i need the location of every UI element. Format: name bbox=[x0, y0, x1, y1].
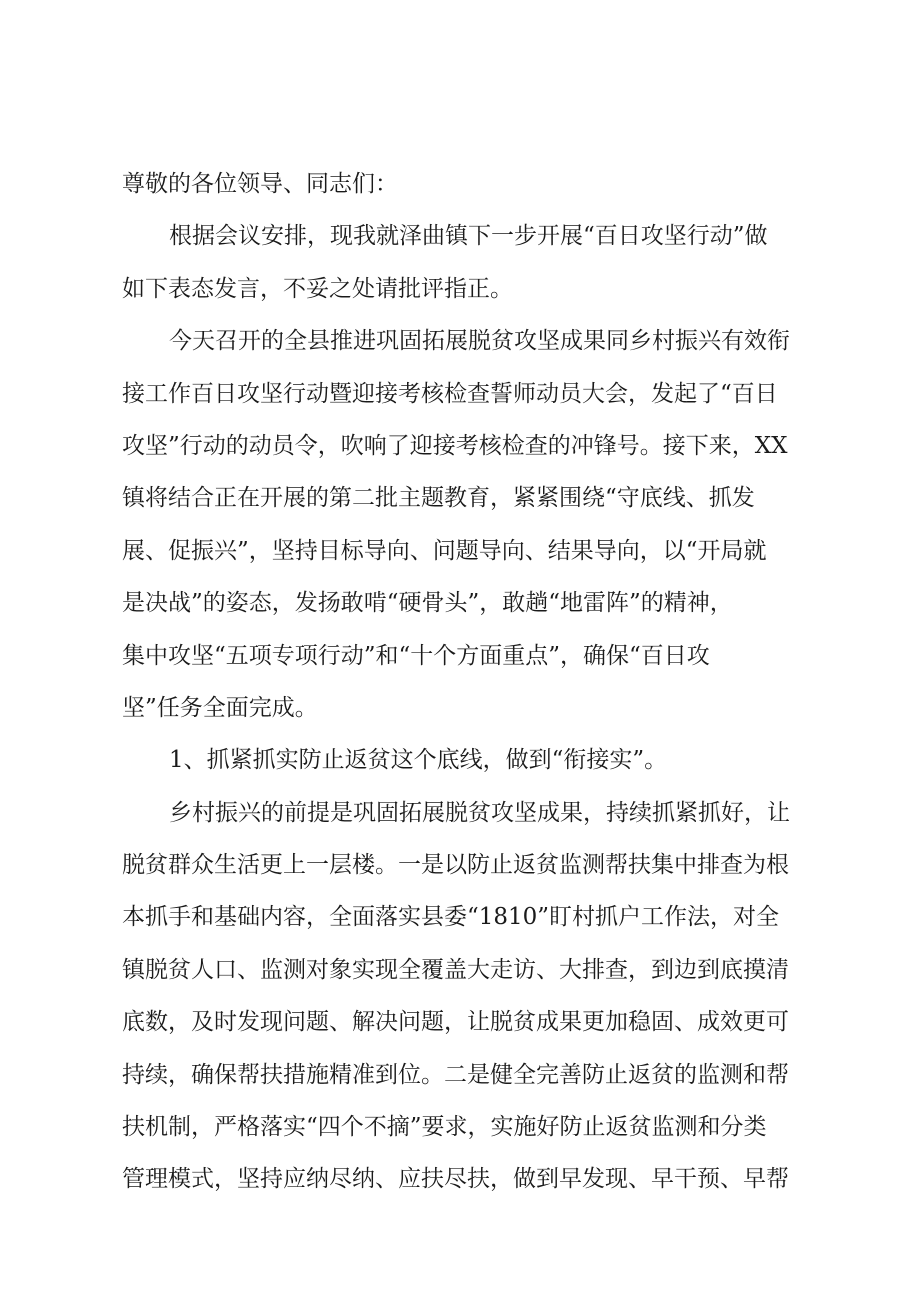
paragraph-line: 今天召开的全县推进巩固拓展脱贫攻坚成果同乡村振兴有效衔 bbox=[169, 328, 790, 355]
paragraph-line: 脱贫群众生活更上一层楼。一是以防止返贫监测帮扶集中排查为根 bbox=[122, 852, 789, 879]
paragraph-line: 集中攻坚“五项专项行动”和“十个方面重点”，确保“百日攻 bbox=[122, 642, 710, 669]
paragraph-line: 持续，确保帮扶措施精准到位。二是健全完善防止返贫的监测和帮 bbox=[122, 1061, 789, 1088]
paragraph-line: 接工作百日攻坚行动暨迎接考核检查誓师动员大会，发起了“百日 bbox=[122, 380, 778, 407]
paragraph-line: 镇将结合正在开展的第二批主题教育，紧紧围绕“守底线、抓发 bbox=[122, 485, 755, 512]
paragraph-intro bbox=[122, 210, 802, 315]
paragraph-line: 本抓手和基础内容，全面落实县委“1810”盯村抓户工作法，对全 bbox=[122, 904, 780, 931]
paragraph-body-1 bbox=[122, 787, 802, 1206]
section-heading-line: 1、抓紧抓实防止返贫这个底线，做到“衔接实”。 bbox=[169, 747, 668, 774]
document-body bbox=[122, 158, 802, 1206]
paragraph-context bbox=[122, 315, 802, 734]
paragraph-line: 底数，及时发现问题、解决问题，让脱贫成果更加稳固、成效更可 bbox=[122, 1009, 789, 1036]
paragraph-line: 管理模式，坚持应纳尽纳、应扶尽扶，做到早发现、早干预、早帮 bbox=[122, 1166, 789, 1193]
paragraph-line: 如下表态发言，不妥之处请批评指正。 bbox=[122, 275, 513, 302]
paragraph-line: 坚”任务全面完成。 bbox=[122, 694, 318, 721]
paragraph-line: 是决战”的姿态，发扬敢啃“硬骨头”，敢趟“地雷阵”的精神， bbox=[122, 590, 733, 617]
paragraph-line: 攻坚”行动的动员令，吹响了迎接考核检查的冲锋号。接下来，XX bbox=[122, 432, 788, 459]
paragraph-line: 乡村振兴的前提是巩固拓展脱贫攻坚成果，持续抓紧抓好，让 bbox=[169, 799, 790, 826]
paragraph-line: 展、促振兴”，坚持目标导向、问题导向、结果导向，以“开局就 bbox=[122, 537, 767, 564]
salutation: 尊敬的各位领导、同志们： bbox=[122, 171, 398, 197]
paragraph-line: 镇脱贫人口、监测对象实现全覆盖大走访、大排查，到边到底摸清 bbox=[122, 956, 789, 983]
paragraph-line: 扶机制，严格落实“四个不摘”要求，实施好防止返贫监测和分类 bbox=[122, 1114, 767, 1141]
paragraph-line: 根据会议安排，现我就泽曲镇下一步开展“百日攻坚行动”做 bbox=[169, 223, 768, 250]
section-heading-1 bbox=[122, 734, 802, 786]
